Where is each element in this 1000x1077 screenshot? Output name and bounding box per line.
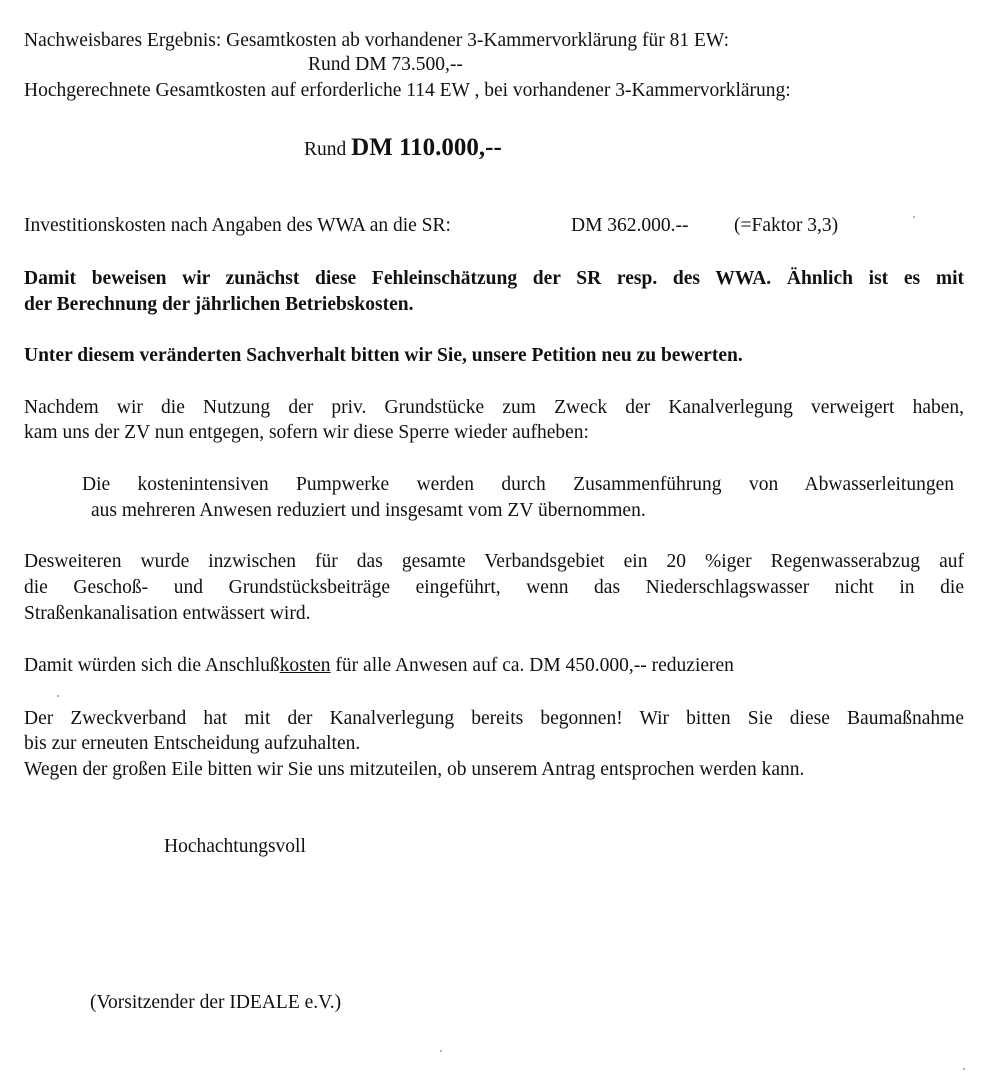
indented-line-1: Die kostenintensiven Pumpwerke werden durch Zusammenführung von Abwasserleitungen [82,474,954,495]
paragraph-4-line-3: Straßenkanalisation entwässert wird. [24,603,311,624]
indented-line-2: aus mehreren Anwesen reduziert und insgesamt vom ZV übernommen. [91,500,646,521]
paragraph-6-line-2: bis zur erneuten Entscheidung aufzuhalten. [24,733,361,754]
paragraph-6-line-3: Wegen der großen Eile bitten wir Sie uns mitzuteilen, ob unserem Antrag entsprochen werden kann. [24,759,805,780]
total-amount: DM 110.000,-- [351,134,502,161]
paragraph-5 [24,654,734,678]
result-line-1: Nachweisbares Ergebnis: Gesamtkosten ab vorhandener 3-Kammervorklärung für 81 EW: [24,30,730,51]
scan-speck [440,1050,442,1052]
scan-speck [57,695,59,697]
bold-paragraph-1-line-2: der Berechnung der jährlichen Betriebskosten. [24,294,414,315]
paragraph-5-start: Damit würden sich die Anschluß [24,655,280,676]
paragraph-4-line-2: die Geschoß- und Grundstücksbeiträge eingeführt, wenn das Niederschlagswasser nicht in die [24,577,964,598]
bold-paragraph-1-line-1: Damit beweisen wir zunächst diese Fehleinschätzung der SR resp. des WWA. Ähnlich ist es mit [24,268,964,289]
underlined-word: kosten [279,655,331,676]
closing-salutation: Hochachtungsvoll [164,836,306,857]
signature-line: (Vorsitzender der IDEALE e.V.) [90,992,342,1013]
paragraph-6-line-1: Der Zweckverband hat mit der Kanalverlegung bereits begonnen! Wir bitten Sie diese Baumaßnahme [24,708,964,729]
investment-amount: DM 362.000.-- [571,215,689,236]
paragraph-3-line-2: kam uns der ZV nun entgegen, sofern wir diese Sperre wieder aufheben: [24,422,589,443]
scan-speck [963,1068,965,1070]
scan-speck [913,216,915,218]
paragraph-3-line-1: Nachdem wir die Nutzung der priv. Grundstücke zum Zweck der Kanalverlegung verweigert haben, [24,397,964,418]
paragraph-4-line-1: Desweiteren wurde inzwischen für das gesamte Verbandsgebiet ein 20 %iger Regenwasserabzug auf [24,551,964,572]
bold-paragraph-2: Unter diesem veränderten Sachverhalt bitten wir Sie, unsere Petition neu zu bewerten. [24,345,743,366]
investment-label: Investitionskosten nach Angaben des WWA an die SR: [24,215,451,236]
result-line-2: Rund DM 73.500,-- [308,54,463,75]
investment-factor: (=Faktor 3,3) [734,215,839,236]
paragraph-5-end: für alle Anwesen auf ca. DM 450.000,-- reduzieren [330,655,734,676]
projected-costs-line: Hochgerechnete Gesamtkosten auf erforderliche 114 EW , bei vorhandener 3-Kammervorklärung: [24,80,791,101]
total-prefix: Rund [304,139,352,160]
projected-total [304,133,502,165]
